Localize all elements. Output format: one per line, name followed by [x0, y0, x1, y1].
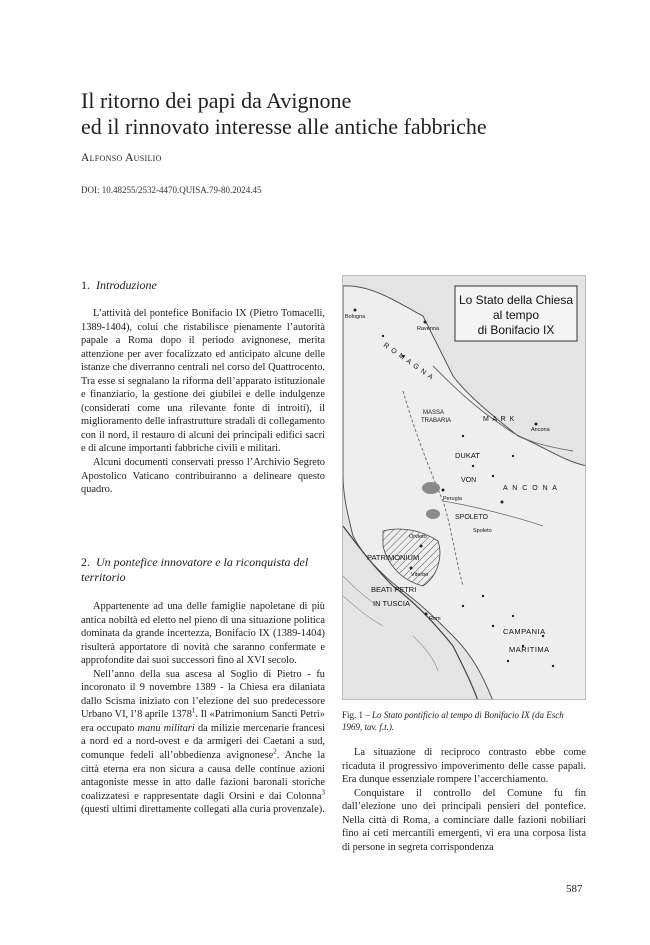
map-label: VON [461, 477, 477, 484]
map-label: M A R K [483, 416, 516, 423]
map-label: BEATI PETRI [371, 585, 417, 594]
paragraph: Conquistare il controllo del Comune fu fin dall’elezione uno dei principali pensieri del pontefice. Nella città di Roma, a cominciare dalle fazioni nobiliari fino ai ceti mercantili emergenti, vi era una corposa lista di persone in segreta corrispondenza [342, 787, 586, 853]
map-label: A N C O N A [503, 485, 559, 492]
section-1-heading [81, 278, 325, 293]
paragraph: La situazione di reciproco contrasto ebbe come ricaduta il progressivo impoverimento delle casse papali. Era dunque essenziale rompere l’accerchiamento. [342, 747, 586, 786]
map-figure [342, 275, 586, 700]
figure-caption [342, 709, 586, 733]
section-1-title: Introduzione [96, 278, 157, 292]
author-name: Alfonso Ausilio [81, 152, 162, 164]
caption-prefix: Fig. 1 – [342, 710, 373, 720]
map-title-line: di Bonifacio IX [477, 323, 555, 337]
map-label: TRABARIA [421, 418, 452, 424]
lake-trasimeno [422, 482, 440, 494]
doi: DOI: 10.48255/2532-4470.QUISA.79-80.2024.45 [81, 185, 262, 195]
map-label: Viterbo [411, 572, 429, 578]
map-label: DUKAT [455, 451, 480, 460]
map-label: MASSA [423, 410, 445, 416]
paragraph: Alcuni documenti conservati presso l’Archivio Segreto Apostolico Vaticano contribuiranno a delineare questo quadro. [81, 457, 325, 496]
map-label: PATRIMONIUM [367, 553, 420, 562]
lake-bolsena [426, 509, 440, 519]
map-title-line: al tempo [492, 308, 540, 322]
map-label: Ancona [531, 427, 550, 433]
map-label: Bologna [345, 314, 366, 320]
map-label: Perugia [443, 496, 462, 502]
section-2-heading [81, 555, 325, 585]
right-column-body [342, 746, 586, 854]
map-label: SPOLETO [455, 514, 488, 521]
map-label: R O M A G N A [381, 341, 435, 382]
article-title [81, 88, 581, 140]
section-2-title: Un pontefice innovatore e la riconquista del territorio [81, 555, 309, 584]
map-title-line: Lo Stato della Chiesa [458, 293, 574, 307]
paragraph: L’attività del pontefice Bonifacio IX (Pietro Tomacelli, 1389-1404), colui che ristabilisce pienamente l’autorità papale a Roma dopo il periodo avignonese, merita attenzione per aver focalizzato ed anticipato alcune delle istanze che diverranno centrali nel corso del Quattrocento. Tra esse si segnalano la riforma dell’apparato istituzionale e finanziario, la gestione dei giubilei e delle indulgenze (considerati come una rilevante fonte di introiti), il miglioramento delle infrastrutture stradali di collegamento con il nord, il restauro di alcuni dei principali edifici sacri e di alcune importanti fabbriche civili e militari. [81, 308, 325, 455]
caption-text: Lo Stato pontificio al tempo di Bonifacio IX (da Esch 1969, tav. f.t.). [342, 710, 564, 732]
map-label: MARITIMA [509, 645, 550, 654]
footnote-ref[interactable]: 1 [191, 706, 196, 715]
map-label: Rom [429, 616, 441, 622]
section-1-body [81, 307, 325, 497]
footnote-ref[interactable]: 2 [273, 747, 277, 756]
title-line-1: Il ritorno dei papi da Avignone [81, 88, 352, 113]
map-illustration [343, 276, 586, 700]
map-label: Spoleto [473, 528, 492, 534]
title-line-2: ed il rinnovato interesse alle antiche fabbriche [81, 114, 487, 139]
section-2-number: 2. [81, 555, 90, 569]
footnote-ref[interactable]: 3 [321, 788, 325, 797]
section-1-number: 1. [81, 278, 90, 292]
section-2-body [81, 600, 325, 817]
paragraph: Nell’anno della sua ascesa al Soglio di Pietro - fu incoronato il 9 novembre 1389 - la Chiesa era dilaniata dallo Scisma iniziato con l’elezione del suo predecessore Urbano VI, l’8 aprile 1378$^1$. Il «Patrimonium Sancti Petri» era occupato manu militari da milizie mercenarie francesi a nord ed a nord-ovest e da armigeri dei Caetani a sud, comunque fedeli all’obbedienza avignonese$^2$. Anche la città eterna era non sicura a causa delle continue azioni antagoniste messe in atto dalle fazioni baronali storiche coalizzatesi e rappresentate dagli Orsini e dai Colonna$^3$ (questi ultimi direttamente collegati alla curia provenzale). [81, 668, 325, 816]
map-label: CAMPANIA [503, 627, 546, 636]
paragraph: Appartenente ad una delle famiglie napoletane di più antica nobiltà ed eletto nel pieno di una situazione politica dominata da grande incertezza, Bonifacio IX (1389-1404) risulterà apportatore di novità che saranno confermate e approfondite dai suoi successori fino al XVI secolo. [81, 601, 325, 667]
map-label: IN TUSCIA [373, 599, 410, 608]
map-label: Ravenna [417, 326, 440, 332]
map-label: Orvieto [409, 534, 427, 540]
page-number: 587 [566, 883, 583, 895]
